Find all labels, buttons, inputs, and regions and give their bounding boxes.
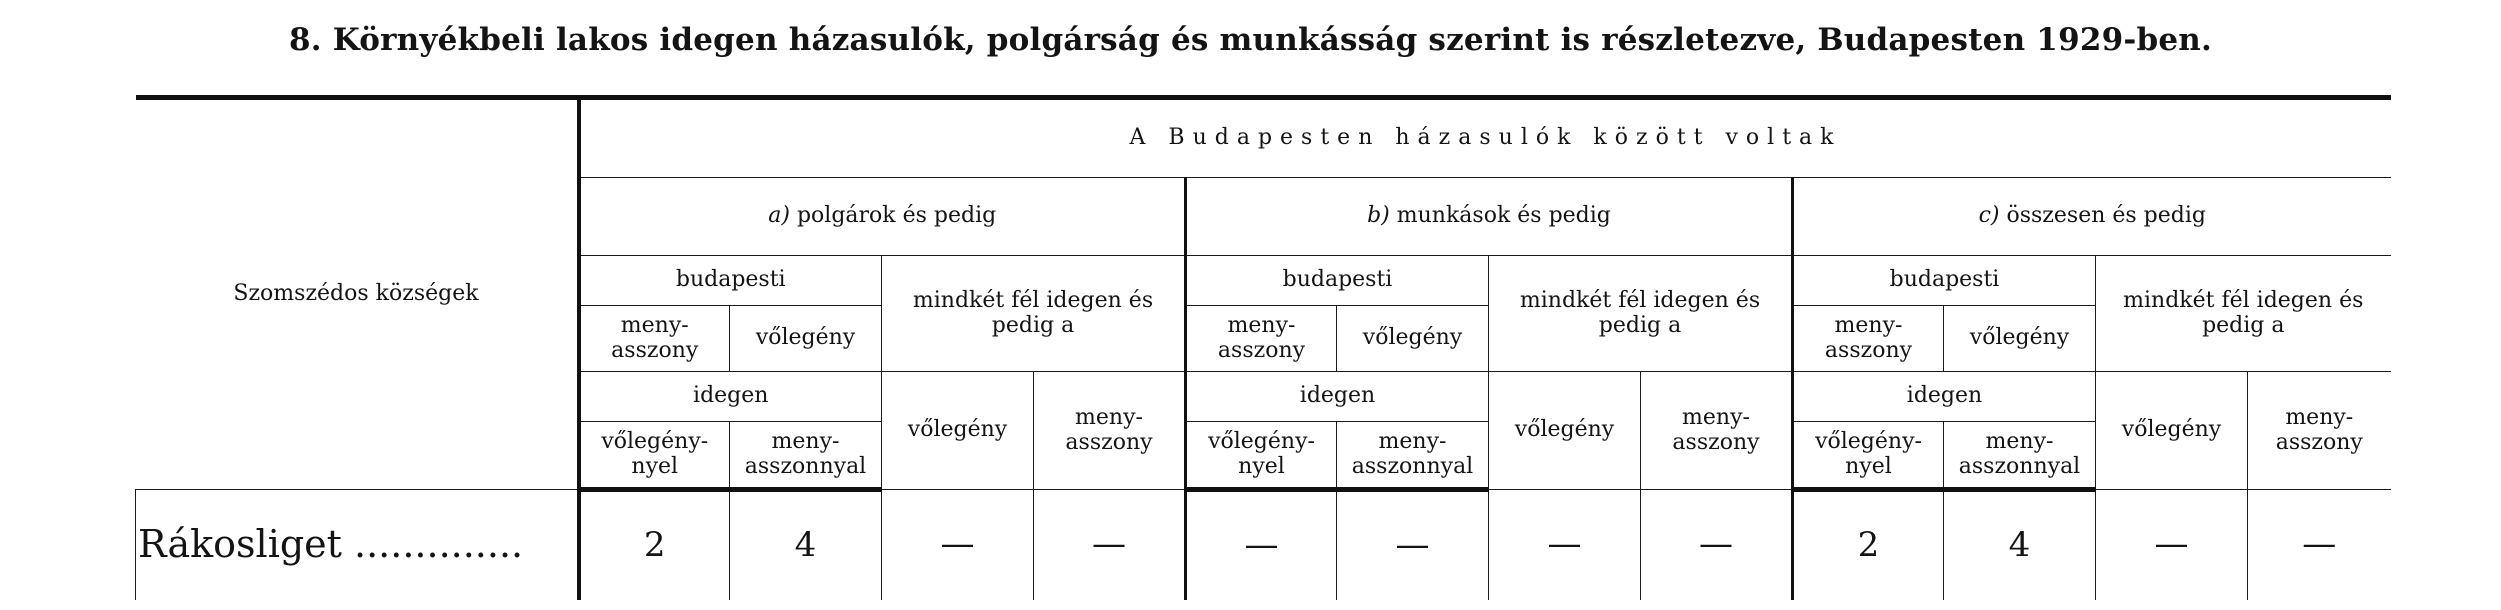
table-cell: 2 — [579, 490, 730, 600]
budapesti-header-c: budapesti — [1793, 256, 2096, 306]
table-row — [136, 490, 2391, 600]
mindket-volegeny-header-c: vőlegény — [2096, 372, 2248, 490]
row-label: Rákosliget .............. — [136, 490, 579, 600]
group-header-b — [1186, 178, 1793, 256]
table-cell: — — [882, 490, 1034, 600]
mindket-header-c: mindkét fél idegen és pedig a — [2096, 256, 2391, 372]
menyasszonnyal-header-c: meny- asszonnyal — [1944, 422, 2096, 490]
menyasszonnyal-header-a: meny- asszonnyal — [730, 422, 882, 490]
table-cell: 2 — [1793, 490, 1944, 600]
mindket-menyasszony-header-a: meny- asszony — [1034, 372, 1186, 490]
budapesti-header-a: budapesti — [579, 256, 882, 306]
group-header-a — [579, 178, 1186, 256]
mindket-menyasszony-header-b: meny- asszony — [1641, 372, 1793, 490]
volegeny-header-c: vőlegény — [1944, 306, 2096, 372]
group-letter-b: b) — [1367, 203, 1390, 229]
group-letter-a: a) — [768, 203, 790, 229]
menyasszony-header-b: meny- asszony — [1186, 306, 1337, 372]
table-cell: — — [2248, 490, 2391, 600]
group-label-c: összesen és pedig — [2006, 203, 2206, 229]
idegen-header-c: idegen — [1793, 372, 2096, 422]
group-header-c — [1793, 178, 2391, 256]
top-header: A Budapesten házasulók között voltak — [579, 98, 2391, 178]
group-label-a: polgárok és pedig — [796, 203, 997, 229]
mindket-volegeny-header-a: vőlegény — [882, 372, 1034, 490]
table-cell: — — [1034, 490, 1186, 600]
table-cell: — — [1186, 490, 1337, 600]
page-title: 8. Környékbeli lakos idegen házasulók, polgárság és munkásság szerint is részletezve, Budapesten 1929-ben. — [289, 22, 2212, 58]
volegenynyel-header-c: vőlegény- nyel — [1793, 422, 1944, 490]
table-cell: 4 — [1944, 490, 2096, 600]
stub-header: Szomszédos községek — [136, 98, 579, 490]
mindket-volegeny-header-b: vőlegény — [1489, 372, 1641, 490]
idegen-header-b: idegen — [1186, 372, 1489, 422]
budapesti-header-b: budapesti — [1186, 256, 1489, 306]
mindket-header-a: mindkét fél idegen és pedig a — [882, 256, 1186, 372]
volegenynyel-header-a: vőlegény- nyel — [579, 422, 730, 490]
table-cell: — — [1641, 490, 1793, 600]
group-label-b: munkások és pedig — [1396, 203, 1611, 229]
menyasszony-header-c: meny- asszony — [1793, 306, 1944, 372]
table-cell: — — [2096, 490, 2248, 600]
volegenynyel-header-b: vőlegény- nyel — [1186, 422, 1337, 490]
idegen-header-a: idegen — [579, 372, 882, 422]
table-cell: — — [1489, 490, 1641, 600]
menyasszonnyal-header-b: meny- asszonnyal — [1337, 422, 1489, 490]
mindket-menyasszony-header-c: meny- asszony — [2248, 372, 2391, 490]
table-cell: — — [1337, 490, 1489, 600]
volegeny-header-b: vőlegény — [1337, 306, 1489, 372]
volegeny-header-a: vőlegény — [730, 306, 882, 372]
statistics-table — [135, 95, 2391, 600]
mindket-header-b: mindkét fél idegen és pedig a — [1489, 256, 1793, 372]
group-letter-c: c) — [1978, 203, 2000, 229]
statistics-table-container — [135, 95, 2391, 600]
menyasszony-header-a: meny- asszony — [579, 306, 730, 372]
table-cell: 4 — [730, 490, 882, 600]
